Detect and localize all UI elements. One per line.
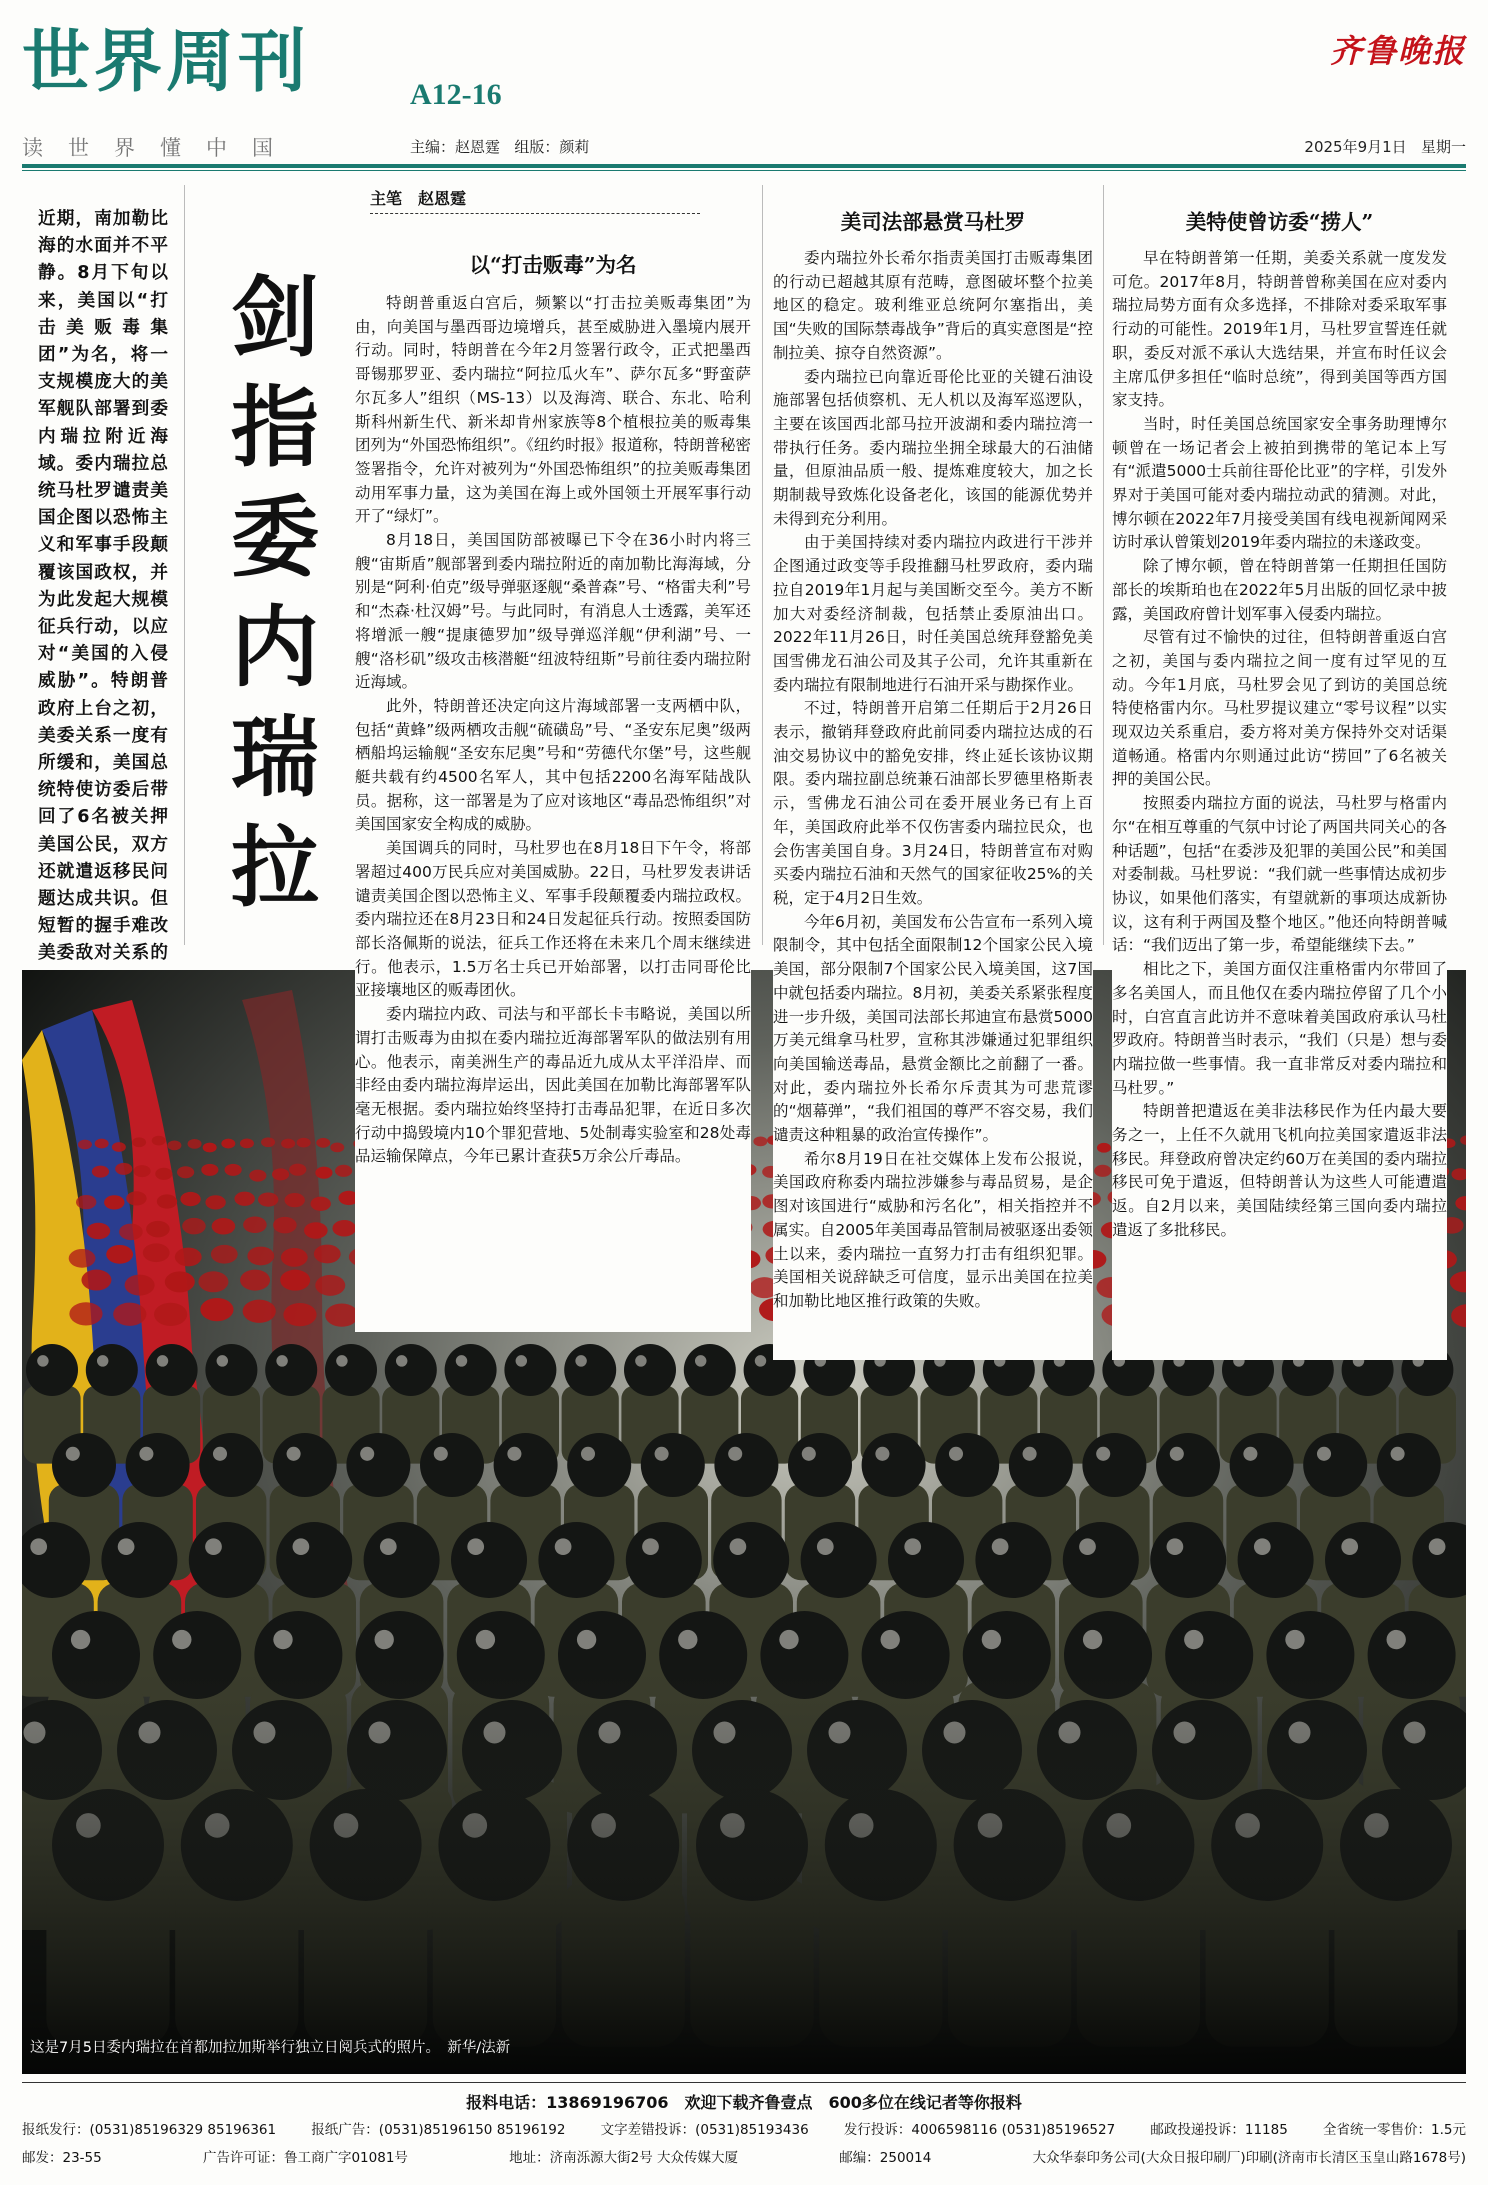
- helmet-highlight: [904, 1538, 921, 1555]
- chief-editor: 主编：赵恩霆: [410, 138, 501, 156]
- red-beret: [281, 1139, 295, 1149]
- helmet-highlight: [396, 1355, 407, 1366]
- soldier-helmet: [445, 1344, 497, 1396]
- red-beret: [95, 1139, 109, 1149]
- layout-editor: 组版：颜莉: [514, 138, 590, 156]
- red-beret: [285, 1193, 305, 1207]
- red-beret: [155, 1168, 172, 1180]
- red-beret: [152, 1136, 166, 1146]
- soldier-helmet: [364, 1522, 440, 1598]
- red-beret: [188, 1139, 202, 1149]
- helmet-highlight: [1243, 1447, 1257, 1461]
- helmet-highlight: [336, 1355, 347, 1366]
- soldier-helmet: [975, 1522, 1051, 1598]
- soldier-helmet: [199, 1433, 263, 1497]
- footer-publisher: [22, 2146, 1466, 2166]
- helmet-highlight: [456, 1355, 467, 1366]
- photo-caption: 这是7月5日委内瑞拉在首都加拉加斯举行独立日阅兵式的照片。 新华/法新: [30, 2040, 511, 2056]
- red-beret: [273, 1217, 297, 1234]
- red-beret: [201, 1164, 218, 1176]
- red-beret: [200, 1298, 233, 1321]
- helmet-highlight: [982, 1630, 1001, 1649]
- article-byline: 主笔 赵恩霆: [370, 186, 700, 214]
- footer-item: 报纸广告：(0531)85196150 85196192: [311, 2122, 566, 2138]
- red-beret: [115, 1163, 132, 1175]
- column-body: [773, 247, 1093, 1314]
- helmet-highlight: [30, 1538, 47, 1555]
- section-title: 世界周刊: [22, 22, 311, 102]
- red-beret: [249, 1170, 266, 1182]
- helmet-highlight: [507, 1447, 521, 1461]
- helmet-highlight: [476, 1630, 495, 1649]
- soldier-helmet: [1063, 1522, 1139, 1598]
- red-beret: [177, 1166, 194, 1178]
- column-heading: 美司法部悬赏马杜罗: [840, 210, 1026, 234]
- red-beret: [212, 1218, 236, 1235]
- red-beret: [165, 1271, 195, 1292]
- helmet-highlight: [360, 1447, 374, 1461]
- red-beret: [330, 1143, 344, 1153]
- masthead-rule: [22, 164, 1466, 168]
- helmet-highlight: [97, 1355, 108, 1366]
- soldier-helmet: [276, 1522, 352, 1598]
- helmet-highlight: [875, 1447, 889, 1461]
- column-divider: [1103, 185, 1104, 945]
- helmet-highlight: [728, 1447, 742, 1461]
- helmet-highlight: [71, 1630, 90, 1649]
- soldier-helmet: [494, 1433, 558, 1497]
- soldier-helmet: [101, 1522, 177, 1598]
- paragraph: 不过，特朗普开启第二任期后于2月26日表示，撤销拜登政府此前同委内瑞拉达成的石油交易协议中的豁免安排，终止延长该协议期限。委内瑞拉副总统兼石油部长罗德里格斯表示，雪佛龙石油公司在委开展业务已有上百年，美国政府此举不仅伤害委内瑞拉民众，也会伤害美国自身。3月24日，特朗普宣布对购买委内瑞拉石油和天然气的国家征收25%的关税，定于4月2日生效。: [773, 699, 1093, 907]
- soldier-helmet: [641, 1433, 705, 1497]
- red-beret: [335, 1165, 352, 1177]
- article-column-1: [355, 230, 751, 1332]
- red-beret: [1094, 1165, 1111, 1177]
- soldier-helmet: [538, 1522, 614, 1598]
- red-beret: [283, 1303, 316, 1326]
- weekday-text: 星期一: [1420, 138, 1466, 156]
- paragraph: 特朗普把遣返在美非法移民作为任内最大要务之一，上任不久就用飞机向拉美国家遣返非法移民。拜登政府曾决定约60万在美国的委内瑞拉移民可免于遣返，但特朗普认为这些人可能遭遣返。自2月以来，美国陆续经第三国向委内瑞拉遣返了多批移民。: [1112, 1102, 1447, 1239]
- red-beret: [1097, 1143, 1111, 1153]
- soldier-helmet: [1325, 1522, 1401, 1598]
- footer-item: 邮政投递投诉：11185: [1150, 2122, 1288, 2138]
- red-beret: [289, 1164, 306, 1176]
- footer-item: 广告许可证：鲁工商广字01081号: [202, 2150, 408, 2166]
- soldier-helmet: [684, 1344, 736, 1396]
- red-beret: [113, 1303, 146, 1326]
- helmet-highlight: [139, 1447, 153, 1461]
- helmet-highlight: [1391, 1447, 1405, 1461]
- helmet-highlight: [467, 1538, 484, 1555]
- helmet-highlight: [157, 1355, 168, 1366]
- helmet-highlight: [1167, 1538, 1184, 1555]
- paragraph: 早在特朗普第一任期，美委关系就一度发发可危。2017年8月，特朗普曾称美国在应对委内瑞拉局势方面有众多选择，不排除对委采取军事行动的可能性。2019年1月，马杜罗宣誓连任就职，委反对派不承认大选结果，并宣布时任议会主席瓜伊多担任“临时总统”，得到美国等西方国家支持。: [1112, 249, 1447, 410]
- red-beret: [304, 1222, 328, 1239]
- red-beret: [261, 1137, 275, 1147]
- red-beret: [175, 1248, 202, 1267]
- helmet-highlight: [695, 1355, 706, 1366]
- paragraph: 此外，特朗普还决定向这片海域部署一支两栖中队，包括“黄蜂”级两栖攻击舰“硫磺岛”号、“圣安东尼奥”级两栖船坞运输舰“圣安东尼奥”号和“劳德代尔堡”号，这些舰艇共载有约4500名军人，其中包括2200名海军陆战队员。据称，这一部署是为了应对该地区“毒品恐怖组织”对美国国家安全构成的威胁。: [355, 696, 751, 834]
- paragraph: 相比之下，美国方面仅注重格雷内尔带回了多名美国人，而且他仅在委内瑞拉停留了几个小时，白宫直言此访并不意味着美国政府承认马杜罗政府。特朗普当时表示，“我们（只是）想与委内瑞拉做一些事情。我一直非常反对委内瑞拉和马杜罗。”: [1112, 960, 1447, 1097]
- helmet-highlight: [635, 1355, 646, 1366]
- red-beret: [180, 1192, 200, 1206]
- helmet-highlight: [1184, 1630, 1203, 1649]
- paragraph: 除了博尔顿，曾在特朗普第一任期担任国防部长的埃斯珀也在2022年5月出版的回忆录中披露，美国政府曾计划军事入侵委内瑞拉。: [1112, 557, 1447, 623]
- soldier-helmet: [862, 1433, 926, 1497]
- soldier-helmet: [788, 1433, 852, 1497]
- footer-item: 发行投诉：4006598116 (0531)85196527: [843, 2122, 1116, 2138]
- helmet-highlight: [37, 1355, 48, 1366]
- red-beret: [76, 1195, 96, 1209]
- soldier-helmet: [325, 1344, 377, 1396]
- soldier-helmet: [420, 1433, 484, 1497]
- helmet-highlight: [1341, 1538, 1358, 1555]
- helmet-highlight: [1079, 1538, 1096, 1555]
- soldier-helmet: [385, 1344, 437, 1396]
- red-beret: [753, 1136, 767, 1146]
- column-body: [355, 292, 751, 1169]
- paragraph: 委内瑞拉已向靠近哥伦比亚的关键石油设施部署包括侦察机、无人机以及海军巡逻队，主要在该国西北部马拉开波湖和委内瑞拉湾一带执行任务。委内瑞拉坐拥全球最大的石油储量，但原油品质一般、提炼难度较大，加之长期制裁导致炼化设备老化，该国的能源优势并未得到充分利用。: [773, 367, 1093, 528]
- footer-item: 报纸发行：(0531)85196329 85196361: [22, 2122, 277, 2138]
- red-beret: [240, 1138, 254, 1148]
- red-beret: [205, 1195, 225, 1209]
- soldier-helmet: [714, 1433, 778, 1497]
- red-beret: [167, 1140, 181, 1150]
- red-beret: [126, 1191, 146, 1205]
- red-beret: [69, 1249, 96, 1268]
- red-beret: [157, 1194, 177, 1208]
- helmet-highlight: [287, 1447, 301, 1461]
- helmet-highlight: [992, 1538, 1009, 1555]
- helmet-highlight: [172, 1630, 191, 1649]
- paragraph: 8月18日，美国国防部被曝已下令在36小时内将三艘“宙斯盾”舰部署到委内瑞拉附近的南加勒比海海域，分别是“阿利·伯克”级导弹驱逐舰“桑普森”号、“格雷夫利”号和“杰森·杜汉姆”号。与此同时，有消息人士透露，美军还将增派一艘“提康德罗加”级导弹巡洋舰“伊利湖”号、一艘“洛杉矶”级攻击核潜艇“纽波特纽斯”号前往委内瑞拉附近海域。: [355, 531, 751, 692]
- soldier-helmet: [205, 1344, 257, 1396]
- article-lead: 近期，南加勒比海的水面并不平静。8月下旬以来，美国以“打击美贩毒集团”为名，将一支规模庞大的美军舰队部署到委内瑞拉附近海域。委内瑞拉总统马杜罗谴责美国企图以恐怖主义和军事手段颠覆该国政权，并为此发起大规模征兵行动，以应对“美国的入侵威胁”。特朗普政府上台之初，美委关系一度有所缓和，美国总统特使访委后带回了6名被关押美国公民，双方还就遣返移民问题达成共识。但短暂的握手难改美委敌对关系的: [38, 209, 168, 964]
- footer-item: 全省统一零售价：1.5元: [1323, 2122, 1466, 2138]
- helmet-highlight: [66, 1447, 80, 1461]
- soldier-helmet: [888, 1522, 964, 1598]
- paragraph: 今年6月初，美国发布公告宣布一系列入境限制令，其中包括全面限制12个国家公民入境美国，部分限制7个国家公民入境美国，这7国中就包括委内瑞拉。8月初，美委关系紧张程度进一步升级，美国司法部长邦迪宣布悬赏5000万美元缉拿马杜罗，宣称其涉嫌通过犯罪组织向美国输送毒品，悬赏金额比之前翻了一番。对此，委内瑞拉外长希尔斥责其为可悲荒谬的“烟幕弹”，“我们祖国的尊严不容交易，我们谴责这种粗暴的政治宣传操作”。: [773, 912, 1093, 1145]
- helmet-highlight: [1170, 1447, 1184, 1461]
- red-beret: [119, 1224, 143, 1241]
- article-column-2: [773, 185, 1093, 1360]
- red-beret: [92, 1166, 109, 1178]
- soldier-helmet: [265, 1344, 317, 1396]
- red-beret: [332, 1220, 356, 1237]
- helmet-highlight: [217, 1355, 228, 1366]
- red-beret: [154, 1303, 187, 1326]
- helmet-highlight: [1083, 1630, 1102, 1649]
- helmet-highlight: [755, 1355, 766, 1366]
- date-text: 2025年9月1日: [1304, 138, 1407, 156]
- red-beret: [78, 1140, 92, 1150]
- red-beret: [112, 1142, 126, 1152]
- paragraph: 当时，时任美国总统国家安全事务助理博尔顿曾在一场记者会上被拍到携带的笔记本上写有“派遣5000士兵前往哥伦比亚”的字样，引发外界对于美国可能对委内瑞拉动武的猜测。对此，博尔顿在2022年7月接受美国有线电视新闻网采访时承认曾策划2019年委内瑞拉的未遂政变。: [1112, 414, 1447, 552]
- footer-item: 文字差错投诉：(0531)85193436: [600, 2122, 809, 2138]
- helmet-highlight: [375, 1630, 394, 1649]
- helmet-highlight: [730, 1538, 747, 1555]
- red-beret: [211, 1245, 238, 1264]
- helmet-highlight: [1387, 1630, 1406, 1649]
- helmet-highlight: [1317, 1447, 1331, 1461]
- soldier-helmet: [451, 1522, 527, 1598]
- paragraph: 希尔8月19日在社交媒体上发布公报说，美国政府称委内瑞拉涉嫌参与毒品贸易，是企图对该国进行“威胁和污名化”，相关指控并不属实。自2005年美国毒品管制局被驱逐出委领土以来，委内瑞拉一直努力打击有组织犯罪。美国相关说辞缺乏可信度，显示出美国在拉美和加勒比地区推行政策的失败。: [773, 1149, 1093, 1310]
- red-beret: [314, 1245, 341, 1264]
- column-divider: [184, 185, 185, 945]
- column-heading: 美特使曾访委“捞人”: [1185, 210, 1374, 234]
- red-beret: [143, 1243, 170, 1262]
- red-beret: [125, 1275, 155, 1296]
- red-beret: [146, 1221, 170, 1238]
- red-beret: [247, 1247, 274, 1266]
- red-beret: [69, 1302, 102, 1325]
- soldier-helmet: [1156, 1433, 1220, 1497]
- helmet-highlight: [655, 1447, 669, 1461]
- helmet-highlight: [1096, 1447, 1110, 1461]
- red-beret: [281, 1248, 308, 1267]
- news-hotline: 报料电话：13869196706 欢迎下载齐鲁壹点 600多位在线记者等你报料: [466, 2093, 1022, 2112]
- soldier-helmet: [1303, 1433, 1367, 1497]
- soldier-helmet: [626, 1522, 702, 1598]
- soldier-helmet: [346, 1433, 410, 1497]
- paragraph: 美国调兵的同时，马杜罗也在8月18日下午令，将部署超过400万民兵应对美国威胁。22日，马杜罗发表讲话谴责美国企图以恐怖主义、军事手段颠覆委内瑞拉政权。委内瑞拉还在8月23日和24日发起征兵行动。按照委国防部长洛佩斯的说法，征兵工作还将在未来几个周末继续进行。他表示，1.5万名士兵已开始部署，以打击同哥伦比亚接壤地区的贩毒团伙。: [355, 839, 751, 1000]
- newspaper-brand-logo: 齐鲁晚报: [1329, 32, 1466, 70]
- helmet-highlight: [276, 1355, 287, 1366]
- red-beret: [132, 1137, 146, 1147]
- red-beret: [243, 1217, 267, 1234]
- helmet-highlight: [1023, 1447, 1037, 1461]
- helmet-highlight: [678, 1630, 697, 1649]
- red-beret: [104, 1195, 124, 1209]
- helmet-highlight: [802, 1447, 816, 1461]
- soldier-helmet: [189, 1522, 265, 1598]
- helmet-highlight: [581, 1447, 595, 1461]
- helmet-highlight: [577, 1630, 596, 1649]
- helmet-highlight: [555, 1538, 572, 1555]
- soldier-helmet: [1009, 1433, 1073, 1497]
- helmet-highlight: [293, 1538, 310, 1555]
- soldier-helmet: [1238, 1522, 1314, 1598]
- page-number: A12-16: [410, 78, 502, 111]
- red-beret: [221, 1139, 235, 1149]
- article-column-3: [1112, 185, 1447, 1360]
- section-slogan: 读世界懂中国: [22, 136, 298, 160]
- red-beret: [87, 1223, 111, 1240]
- footer-item: 地址：济南泺源大街2号 大众传媒大厦: [509, 2150, 739, 2166]
- footer-item: 邮发：23-55: [22, 2150, 102, 2166]
- helmet-highlight: [273, 1630, 292, 1649]
- red-beret: [315, 1275, 345, 1296]
- soldier-helmet: [146, 1344, 198, 1396]
- helmet-highlight: [1254, 1538, 1271, 1555]
- helmet-highlight: [205, 1538, 222, 1555]
- article-headline: 剑指委内瑞拉: [230, 265, 319, 919]
- helmet-highlight: [516, 1355, 527, 1366]
- red-beret: [106, 1245, 133, 1264]
- soldier-helmet: [624, 1344, 676, 1396]
- paragraph: 委内瑞拉外长希尔指责美国打击贩毒集团的行动已超越其原有范畴，意图破坏整个拉美地区的稳定。玻利维亚总统阿尔塞指出，美国“失败的国际禁毒战争”背后的真实意图是“控制拉美、掠夺自然资源”。: [773, 249, 1093, 362]
- masthead-rule-thin: [22, 170, 1466, 171]
- helmet-highlight: [642, 1538, 659, 1555]
- helmet-highlight: [817, 1538, 834, 1555]
- red-beret: [243, 1300, 276, 1323]
- red-beret: [280, 1270, 310, 1291]
- helmet-highlight: [1429, 1538, 1446, 1555]
- paragraph: 由于美国持续对委内瑞拉内政进行干涉并企图通过政变等手段推翻马杜罗政府，委内瑞拉自2019年1月起与美国断交至今。美方不断加大对委经济制裁，包括禁止委原油出口。2022年11月26日，时任美国总统拜登豁免美国雪佛龙石油公司及其子公司，允许其重新在委内瑞拉有限制地进行石油开采与勘探作业。: [773, 533, 1093, 694]
- soldier-helmet: [26, 1344, 78, 1396]
- helmet-highlight: [434, 1447, 448, 1461]
- soldier-helmet: [564, 1344, 616, 1396]
- red-beret: [182, 1218, 206, 1235]
- footer-contacts: [22, 2118, 1466, 2138]
- helmet-highlight: [881, 1630, 900, 1649]
- helmet-highlight: [575, 1355, 586, 1366]
- soldier-helmet: [1230, 1433, 1294, 1497]
- soldier-helmet: [52, 1433, 116, 1497]
- red-beret: [311, 1197, 331, 1211]
- red-beret: [234, 1192, 254, 1206]
- column-heading: 以“打击贩毒”为名: [469, 253, 637, 277]
- paragraph: 按照委内瑞拉方面的说法，马杜罗与格雷内尔“在相互尊重的气氛中讨论了两国共同关心的各种话题”，包括“在委涉及犯罪的美国公民”和美国对委制裁。马杜罗说：“我们就一些事情达成初步协议，如果他们落实，有望就新的事项达成新协议，这有利于两国及整个地区。”他还向特朗普喊话：“我们迈出了第一步，希望能继续下去。”: [1112, 794, 1447, 955]
- column-body: [1112, 247, 1447, 1243]
- soldier-helmet: [935, 1433, 999, 1497]
- footer-item: 邮编：250014: [839, 2150, 932, 2166]
- red-beret: [198, 1271, 228, 1292]
- helmet-highlight: [213, 1447, 227, 1461]
- helmet-highlight: [779, 1630, 798, 1649]
- footer-item: 大众华泰印务公司(大众日报印刷厂)印刷(济南市长清区玉皇山路1678号): [1032, 2150, 1466, 2166]
- soldier-helmet: [86, 1344, 138, 1396]
- red-beret: [316, 1138, 330, 1148]
- red-beret: [297, 1138, 311, 1148]
- red-beret: [225, 1164, 242, 1176]
- soldier-helmet: [1150, 1522, 1226, 1598]
- paragraph: 尽管有过不愉快的过往，但特朗普重返白宫之初，美国与委内瑞拉之间一度有过罕见的互动。今年1月底，马杜罗会见了到访的美国总统特使格雷内尔。马杜罗提议建立“零号议程”以实现双边关系重启，委方将对美方保持外交对话渠道畅通。格雷内尔则通过此访“捞回”了6名被关押的美国公民。: [1112, 628, 1447, 789]
- helmet-highlight: [380, 1538, 397, 1555]
- red-beret: [272, 1168, 289, 1180]
- helmet-highlight: [1285, 1630, 1304, 1649]
- footer-rule: [22, 2082, 1466, 2083]
- red-beret: [240, 1270, 270, 1291]
- soldier-helmet: [567, 1433, 631, 1497]
- paragraph: 特朗普重返白宫后，频繁以“打击拉美贩毒集团”为由，向美国与墨西哥边境增兵，甚至威胁进入墨境内展开行动。同时，特朗普在今年2月签署行政令，正式把墨西哥锡那罗亚、委内瑞拉“阿拉瓜火车”、萨尔瓦多“野蛮萨尔瓦多人”组织（MS-13）以及海湾、联合、东北、哈利斯科州新生代、新米却肯州家族等8个植根拉美的贩毒集团列为“外国恐怖组织”。《纽约时报》报道称，特朗普秘密签署指令，允许对被列为“外国恐怖组织”的拉美贩毒集团动用军事力量，这为美国在海上或外国领土开展军事行动开了“绿灯”。: [355, 294, 751, 526]
- red-beret: [325, 1304, 358, 1327]
- red-beret: [203, 1143, 217, 1153]
- soldier-helmet: [504, 1344, 556, 1396]
- red-beret: [315, 1167, 332, 1179]
- red-beret: [81, 1270, 111, 1291]
- red-beret: [133, 1165, 150, 1177]
- soldier-helmet: [1377, 1433, 1441, 1497]
- column-divider: [762, 185, 763, 945]
- paragraph: 委内瑞拉内政、司法与和平部长卡韦略说，美国以所谓打击贩毒为由拟在委内瑞拉近海部署军队的做法别有用心。他表示，南美洲生产的毒品近九成从太平洋沿岸、而非经由委内瑞拉海岸运出，因此美国在加勒比海部署军队毫无根据。委内瑞拉始终坚持打击毒品犯罪，在近日多次行动中捣毁境内10个罪犯营地、5处制毒实验室和28处毒品运输保障点，今年已累计查获5万余公斤毒品。: [355, 1005, 751, 1166]
- soldier-helmet: [801, 1522, 877, 1598]
- soldier-helmet: [713, 1522, 789, 1598]
- soldier-helmet: [273, 1433, 337, 1497]
- red-beret: [258, 1192, 278, 1206]
- helmet-highlight: [118, 1538, 135, 1555]
- editor-credits: [410, 136, 589, 157]
- helmet-highlight: [949, 1447, 963, 1461]
- soldier-helmet: [126, 1433, 190, 1497]
- soldier-helmet: [1082, 1433, 1146, 1497]
- issue-date: [1304, 136, 1466, 157]
